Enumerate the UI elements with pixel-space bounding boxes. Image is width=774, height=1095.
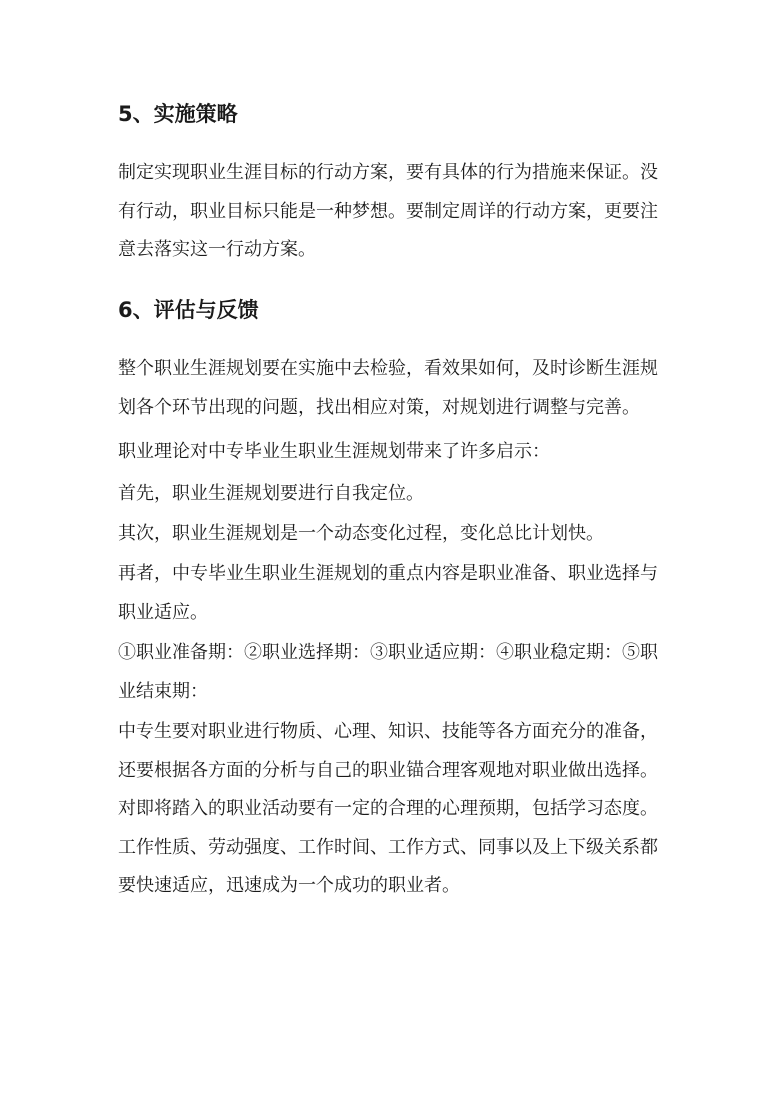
paragraph-theory-intro: 职业理论对中专毕业生职业生涯规划带来了许多启示： [118,441,550,462]
paragraph-preparation: 中专生要对职业进行物质、心理、知识、技能等各方面充分的准备，还要根据各方面的分析与自己的职业锚合理客观地对职业做出选择。对即将踏入的职业活动要有一定的合理的心理预期，包括学习态度。工作性质、劳动强度、工作时间、工作方式、同事以及上下级关系都要快速适应，迅速成为一个成功的职业者。 [118,721,658,896]
paragraph-evaluation: 整个职业生涯规划要在实施中去检验，看效果如何，及时诊断生涯规划各个环节出现的问题，找出相应对策，对规划进行调整与完善。 [118,358,658,418]
paragraph-third: 再者，中专毕业生职业生涯规划的重点内容是职业准备、职业选择与职业适应。 [118,563,658,623]
paragraph-career-stages: ①职业准备期：②职业选择期：③职业适应期：④职业稳定期：⑤职业结束期： [118,642,658,702]
section-heading-evaluation: 6、评估与反馈 [118,298,259,322]
paragraph-first: 首先，职业生涯规划要进行自我定位。 [118,483,424,504]
paragraph-second: 其次，职业生涯规划是一个动态变化过程，变化总比计划快。 [118,523,604,544]
section-heading-strategy: 5、实施策略 [118,102,238,126]
paragraph-strategy: 制定实现职业生涯目标的行动方案，要有具体的行为措施来保证。没有行动，职业目标只能是一种梦想。要制定周详的行动方案，更要注意去落实这一行动方案。 [118,162,658,260]
